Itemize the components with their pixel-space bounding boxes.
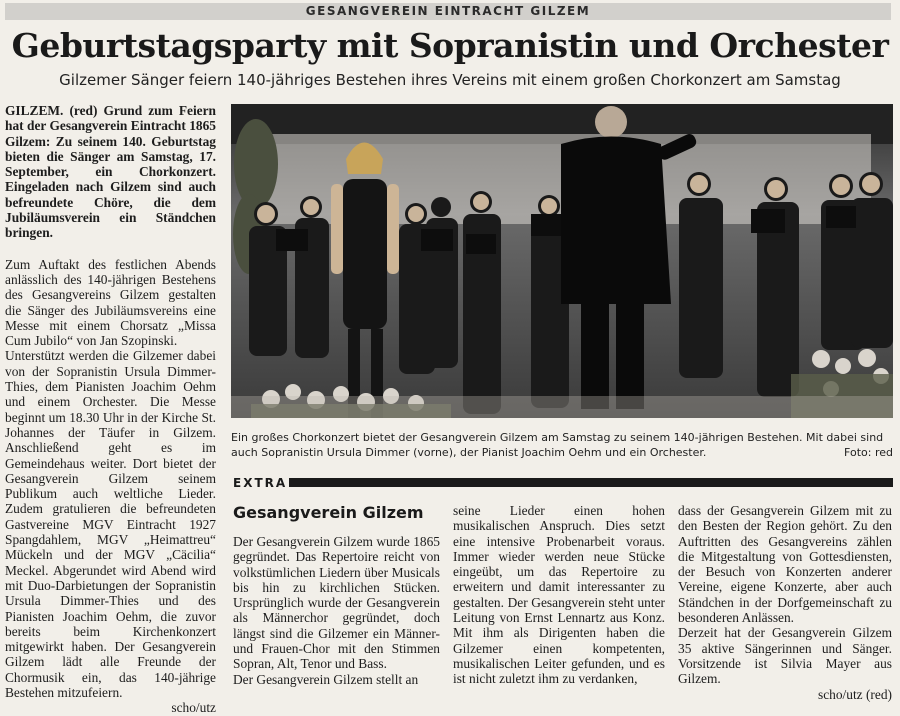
article-paragraph: Zum Auftakt des festlichen Abends anlässlich des 140-jährigen Bestehens des Gesangvereins Gilzem gestalten die Sänger des Jubiläumsvereins eine Messe mit einem Chorsatz „Missa Cum Jubilo“ von Jan Szopinski.: [5, 256, 216, 349]
extra-section-bar: [233, 476, 893, 489]
choir-concert-photo: [231, 104, 893, 418]
info-box-paragraph: seine Lieder einen hohen musikalischen Anspruch. Dies setzt eine intensive Probenarbeit voraus. Immer wieder werden neue Stücke eingeübt, um das Repertoire zu erweitern und damit interessanter zu gestalten. Der Gesangverein steht unter Leitung von Ernst Lennartz aus Konz. Mit ihm als Dirigenten haben die Gilzemer einen kompetenten, musikalischen Leiter gefunden, und es ist nicht zuletzt ihm zu verdanken,: [453, 503, 665, 687]
info-box-paragraph: Derzeit hat der Gesangverein Gilzem 35 aktive Sängerinnen und Sänger. Vorsitzende ist Silvia Mayer aus Gilzem.: [678, 625, 892, 687]
section-kicker: GESANGVEREIN EINTRACHT GILZEM: [5, 3, 891, 20]
article-paragraph: Unterstützt werden die Gilzemer dabei von der Sopranistin Ursula Dimmer-Thies, dem Pianisten Joachim Oehm und einem Orchester. Die Messe beginnt um 18.30 Uhr in der Kirche St. Johannes der Täufer in Gilzem. Anschließend geht es im Gemeindehaus weiter. Dort bietet der Gesangverein Gilzem seinem Publikum auch weltliche Lieder. Zudem gratulieren die befreundeten Gastvereine MGV Eintracht 1927 Spangdahlem, MGV „Heimattreu“ Mückeln und der MGV „Cäcilia“ Meckel. Abgerundet wird Abend wird mit Duo-Darbietungen der Sopranistin Ursula Dimmer-Thies und des Pianisten Joachim Oehm, die zuvor bereits beim Kirchenkonzert mitgewirkt haben. Der Gesangverein Gilzem lädt alle Freunde der Chormusik ein, das 140-jährige Bestehen mitzufeiern.: [5, 348, 216, 700]
photo-caption: [231, 430, 893, 460]
article-headline: Geburtstagsparty mit Sopranistin und Orchester: [11, 26, 889, 65]
info-box-title: Gesangverein Gilzem: [233, 503, 424, 522]
extra-rule: [289, 478, 893, 487]
photo-caption-text: Ein großes Chorkonzert bietet der Gesangverein Gilzem am Samstag zu seinem 140-jährigen Bestehen. Mit dabei sind auch Sopranistin Ursula Dimmer (vorne), der Pianist Joachim Oehm und ein Orchester.: [231, 431, 884, 459]
info-box-column-2: [453, 503, 665, 687]
info-box-paragraph: dass der Gesangverein Gilzem mit zu den Besten der Region gehört. Zu den Auftritten des Gesangvereins zählen die Mitgestaltung von Gottesdiensten, der Besuch von Konzerten anderer Vereine, eigene Konzerte, aber auch Ständchen in der Dorfgemeinschaft zu besonderen Anlässen.: [678, 503, 892, 626]
photo-illustration: [231, 104, 893, 418]
article-left-column: [5, 103, 216, 716]
info-box-column-1: [233, 534, 440, 687]
article-lead: GILZEM. (red) Grund zum Feiern hat der Gesangverein Eintracht 1865 Gilzem: Zu seinem 140. Geburtstag bieten die Sänger am Samstag, 17. September, ein Chorkonzert. Eingeladen nach Gilzem sind auch befreundete Chöre, die dem Jubiläumsverein ein Ständchen bringen.: [5, 103, 216, 241]
info-box-paragraph: Der Gesangverein Gilzem stellt an: [233, 671, 419, 687]
info-box-signature: scho/utz (red): [818, 686, 892, 702]
extra-label: EXTRA: [233, 476, 288, 490]
photo-credit: Foto: red: [844, 446, 893, 459]
info-box-column-3: [678, 503, 892, 702]
article-subheadline: Gilzemer Sänger feiern 140-jähriges Bestehen ihres Vereins mit einem großen Chorkonzert am Samstag: [59, 71, 841, 89]
info-box-paragraph: Der Gesangverein Gilzem wurde 1865 gegründet. Das Repertoire reicht von volkstümlichen Liedern über Musicals bis hin zu kirchlichen Stücken. Ursprünglich wurde der Gesangverein als Männerchor gegründet, doch längst sind die Gilzemer ein Männer- und Frauen-Chor mit den Stimmen Sopran, Alt, Tenor und Bass.: [233, 534, 440, 672]
article-signature: scho/utz: [171, 700, 216, 716]
